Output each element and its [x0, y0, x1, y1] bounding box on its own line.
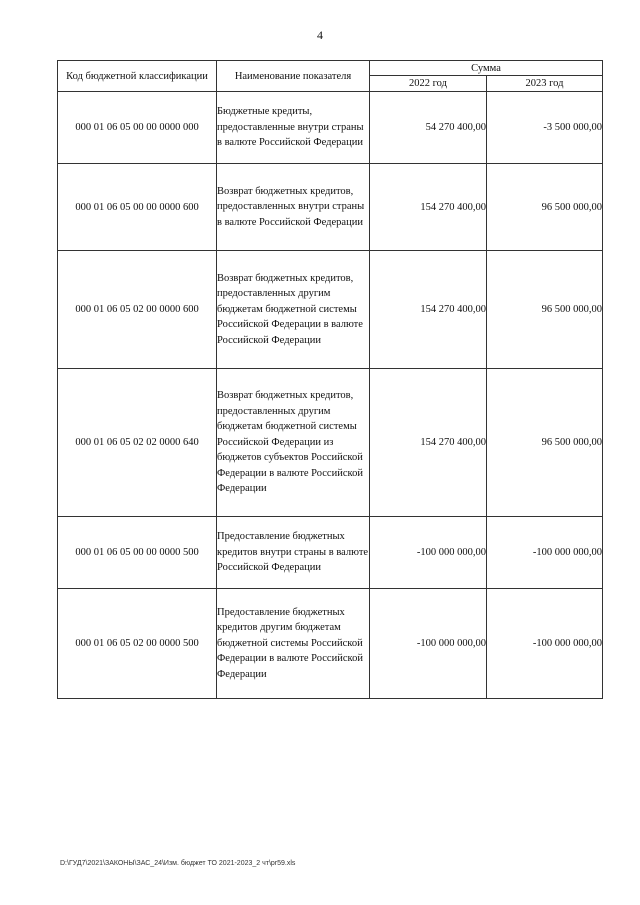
row-code: 000 01 06 05 00 00 0000 500	[58, 517, 217, 589]
row-value-2023: -100 000 000,00	[487, 589, 603, 699]
header-code: Код бюджетной классификации	[58, 61, 217, 92]
header-name: Наименование показателя	[217, 61, 370, 92]
table-row	[58, 369, 603, 517]
row-value-2022: -100 000 000,00	[370, 517, 487, 589]
row-name: Возврат бюджетных кредитов, предоставленных другим бюджетам бюджетной системы Российской Федерации из бюджетов субъектов Российской Федерации в валюте Российской Федерации	[217, 369, 370, 517]
row-name: Бюджетные кредиты, предоставленные внутри страны в валюте Российской Федерации	[217, 92, 370, 164]
row-value-2022: 154 270 400,00	[370, 251, 487, 369]
row-code: 000 01 06 05 02 00 0000 600	[58, 251, 217, 369]
row-value-2022: -100 000 000,00	[370, 589, 487, 699]
row-name: Возврат бюджетных кредитов, предоставленных внутри страны в валюте Российской Федерации	[217, 164, 370, 251]
budget-table	[57, 60, 603, 699]
row-value-2023: 96 500 000,00	[487, 369, 603, 517]
row-value-2023: 96 500 000,00	[487, 251, 603, 369]
table-row	[58, 251, 603, 369]
row-value-2022: 154 270 400,00	[370, 164, 487, 251]
row-value-2023: 96 500 000,00	[487, 164, 603, 251]
row-value-2023: -100 000 000,00	[487, 517, 603, 589]
row-value-2023: -3 500 000,00	[487, 92, 603, 164]
row-name: Предоставление бюджетных кредитов внутри страны в валюте Российской Федерации	[217, 517, 370, 589]
row-code: 000 01 06 05 02 02 0000 640	[58, 369, 217, 517]
table-row	[58, 589, 603, 699]
row-name: Предоставление бюджетных кредитов другим бюджетам бюджетной системы Российской Федерации в валюте Российской Федерации	[217, 589, 370, 699]
row-code: 000 01 06 05 02 00 0000 500	[58, 589, 217, 699]
row-name: Возврат бюджетных кредитов, предоставленных другим бюджетам бюджетной системы Российской Федерации в валюте Российской Федерации	[217, 251, 370, 369]
table-row	[58, 92, 603, 164]
row-code: 000 01 06 05 00 00 0000 600	[58, 164, 217, 251]
row-code: 000 01 06 05 00 00 0000 000	[58, 92, 217, 164]
header-year-2023: 2023 год	[487, 76, 603, 92]
page-number: 4	[317, 28, 323, 42]
row-value-2022: 154 270 400,00	[370, 369, 487, 517]
header-year-2022: 2022 год	[370, 76, 487, 92]
row-value-2022: 54 270 400,00	[370, 92, 487, 164]
footer-file-path: D:\ГУД7\2021\ЗАКОНЫ\ЗАС_24\Изм. бюджет ТО 2021-2023_2 чт\pr59.xls	[60, 860, 296, 867]
header-sum: Сумма	[370, 61, 603, 76]
table-row	[58, 517, 603, 589]
table-row	[58, 164, 603, 251]
